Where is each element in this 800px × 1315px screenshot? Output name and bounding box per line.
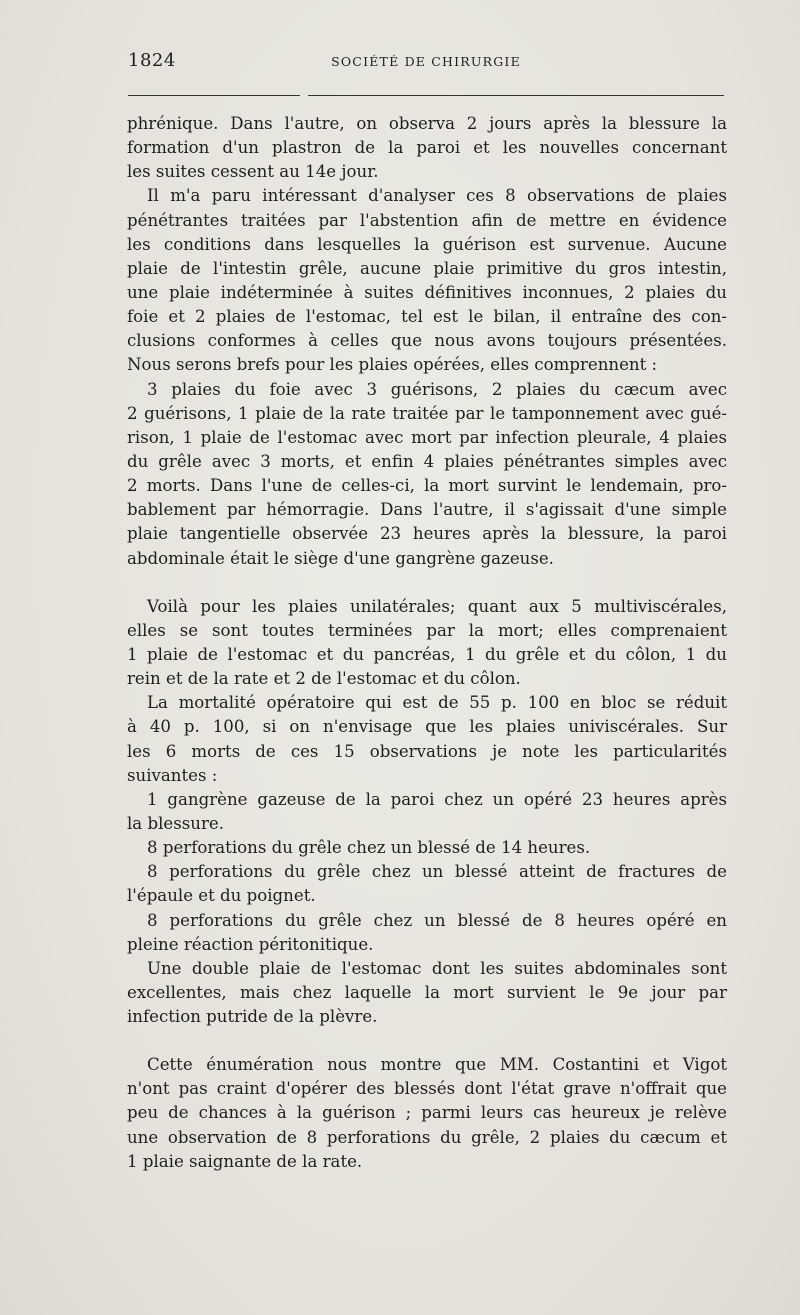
text-line: 8 perforations du grêle chez un blessé atteint de fractures de bbox=[147, 862, 727, 882]
paragraph bbox=[127, 691, 727, 788]
text-line: peu de chances à la guérison ; parmi leurs cas heureux je relève bbox=[127, 1103, 727, 1123]
text-line: infection putride de la plèvre. bbox=[127, 1007, 378, 1027]
paragraph bbox=[127, 836, 727, 860]
text-line: 2 morts. Dans l'une de celles-ci, la mort survint le lendemain, pro- bbox=[127, 476, 727, 496]
text-line: 1 plaie de l'estomac et du pancréas, 1 du grêle et du côlon, 1 du bbox=[127, 644, 727, 664]
text-line: 1 gangrène gazeuse de la paroi chez un opéré 23 heures après bbox=[147, 789, 727, 809]
paragraph-gap bbox=[127, 1029, 727, 1053]
header-rule-right bbox=[308, 95, 724, 96]
paragraph bbox=[127, 595, 727, 692]
text-line: n'ont pas craint d'opérer des blessés dont l'état grave n'offrait que bbox=[127, 1079, 727, 1099]
text-line: une observation de 8 perforations du grêle, 2 plaies du cæcum et bbox=[127, 1127, 727, 1147]
page-header bbox=[128, 50, 724, 76]
text-line: les suites cessent au 14e jour. bbox=[127, 162, 379, 182]
paragraph bbox=[127, 957, 727, 1029]
text-line: pénétrantes traitées par l'abstention afin de mettre en évidence bbox=[127, 210, 727, 230]
text-line: Une double plaie de l'estomac dont les suites abdominales sont bbox=[147, 958, 727, 978]
paragraph bbox=[127, 184, 727, 377]
text-line: les 6 morts de ces 15 observations je note les particularités bbox=[127, 741, 727, 761]
text-line: Nous serons brefs pour les plaies opérées, elles comprennent : bbox=[127, 355, 658, 375]
text-line: La mortalité opératoire qui est de 55 p. 100 en bloc se réduit bbox=[147, 693, 727, 713]
text-line: formation d'un plastron de la paroi et les nouvelles concernant bbox=[127, 138, 727, 158]
text-line: 1 plaie saignante de la rate. bbox=[127, 1151, 363, 1171]
text-line: suivantes : bbox=[127, 765, 218, 785]
text-line: bablement par hémorragie. Dans l'autre, il s'agissait d'une simple bbox=[127, 500, 727, 520]
text-line: rein et de la rate et 2 de l'estomac et du côlon. bbox=[127, 669, 521, 689]
text-line: 3 plaies du foie avec 3 guérisons, 2 plaies du cæcum avec bbox=[147, 379, 727, 399]
page-number: 1824 bbox=[128, 50, 176, 71]
text-line: elles se sont toutes terminées par la mort; elles comprenaient bbox=[127, 620, 727, 640]
body-text bbox=[127, 112, 727, 1174]
text-line: la blessure. bbox=[127, 813, 224, 833]
text-line: clusions conformes à celles que nous avons toujours présentées. bbox=[127, 331, 727, 351]
text-line: excellentes, mais chez laquelle la mort survient le 9e jour par bbox=[127, 982, 727, 1002]
running-title: SOCIÉTÉ DE CHIRURGIE bbox=[331, 54, 521, 69]
text-line: phrénique. Dans l'autre, on observa 2 jours après la blessure la bbox=[127, 114, 727, 133]
text-line: 8 perforations du grêle chez un blessé de 14 heures. bbox=[147, 838, 591, 858]
text-line: plaie de l'intestin grêle, aucune plaie primitive du gros intestin, bbox=[127, 258, 727, 278]
text-line: 2 guérisons, 1 plaie de la rate traitée par le tamponnement avec gué- bbox=[127, 403, 727, 423]
text-line: à 40 p. 100, si on n'envisage que les plaies univiscérales. Sur bbox=[127, 717, 727, 737]
text-line: Il m'a paru intéressant d'analyser ces 8 observations de plaies bbox=[147, 186, 727, 206]
paragraph bbox=[127, 788, 727, 836]
paragraph bbox=[127, 860, 727, 908]
text-line: pleine réaction péritonitique. bbox=[127, 934, 374, 954]
header-rule-left bbox=[128, 95, 300, 96]
paragraph bbox=[127, 1053, 727, 1174]
text-line: Cette énumération nous montre que MM. Costantini et Vigot bbox=[147, 1055, 727, 1075]
text-line: du grêle avec 3 morts, et enfin 4 plaies pénétrantes simples avec bbox=[127, 451, 727, 471]
text-line: rison, 1 plaie de l'estomac avec mort par infection pleurale, 4 plaies bbox=[127, 427, 727, 447]
text-line: les conditions dans lesquelles la guérison est survenue. Aucune bbox=[127, 234, 727, 254]
text-line: foie et 2 plaies de l'estomac, tel est le bilan, il entraîne des con- bbox=[127, 307, 727, 327]
paragraph-gap bbox=[127, 571, 727, 595]
text-line: une plaie indéterminée à suites définitives inconnues, 2 plaies du bbox=[127, 282, 727, 302]
text-line: abdominale était le siège d'une gangrène gazeuse. bbox=[127, 548, 554, 568]
paragraph bbox=[127, 909, 727, 957]
text-line: l'épaule et du poignet. bbox=[127, 886, 316, 906]
text-line: 8 perforations du grêle chez un blessé de 8 heures opéré en bbox=[147, 910, 727, 930]
text-line: Voilà pour les plaies unilatérales; quant aux 5 multiviscérales, bbox=[147, 596, 727, 616]
text-line: plaie tangentielle observée 23 heures après la blessure, la paroi bbox=[127, 524, 727, 544]
paragraph bbox=[127, 378, 727, 571]
paragraph bbox=[127, 112, 727, 184]
